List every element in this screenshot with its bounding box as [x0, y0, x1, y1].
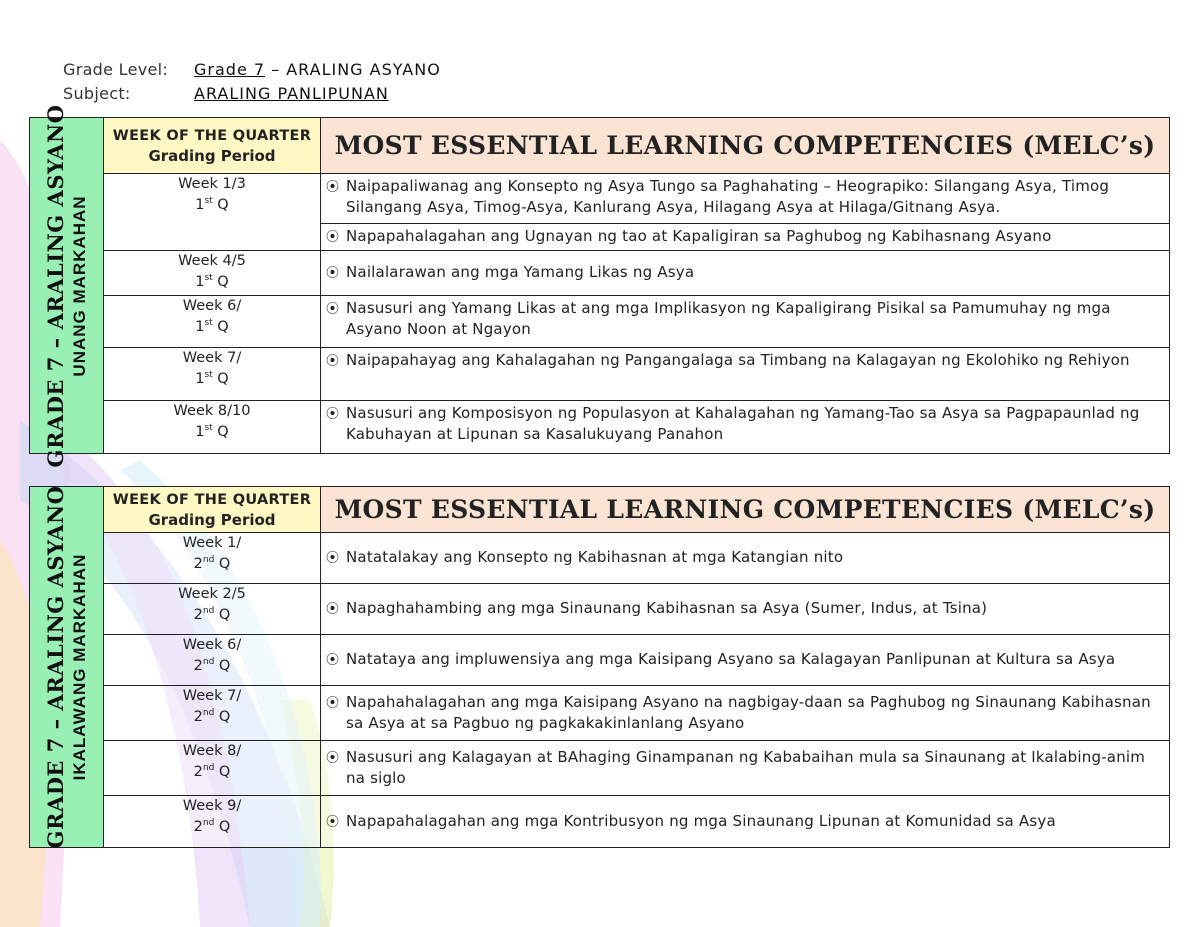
grade-value: Grade 7: [194, 60, 266, 79]
week-column-header: WEEK OF THE QUARTER Grading Period: [104, 118, 321, 174]
week-cell: Week 2/5 2nd Q: [104, 584, 321, 635]
table-row: [30, 741, 1170, 796]
table-header-row: [30, 487, 1170, 533]
bullet-icon: ⦿: [326, 653, 340, 668]
week-cell: Week 8/10 1st Q: [104, 401, 321, 454]
week-cell: Week 6/ 1st Q: [104, 296, 321, 348]
table-row: [30, 584, 1170, 635]
competency-cell: ⦿ Nasusuri ang Yamang Likas at ang mga Implikasyon ng Kapaligirang Pisikal sa Pamumuhay ng mga Asyano Noon at Ngayon: [321, 296, 1170, 348]
bullet-icon: ⦿: [326, 751, 340, 766]
table-row: [30, 348, 1170, 401]
competency-cell: ⦿ Nasusuri ang Kalagayan at BAhaging Ginampanan ng Kababaihan mula sa Sinaunang at Ikalabing-anim na siglo: [321, 741, 1170, 796]
week-cell: Week 7/ 1st Q: [104, 348, 321, 401]
grade-value-rest: – ARALING ASYANO: [265, 60, 441, 79]
document-header: [63, 58, 441, 106]
week-cell: Week 7/ 2nd Q: [104, 686, 321, 741]
subject-value: ARALING PANLIPUNAN: [194, 84, 389, 103]
subject-label: Subject:: [63, 84, 131, 103]
competency-cell: ⦿ Napapahalagahan ang Ugnayan ng tao at Kapaligiran sa Paghubog ng Kabihasnang Asyano: [321, 224, 1170, 251]
side-title: GRADE 7 – ARALING ASYANO: [42, 485, 68, 849]
melc-table-q1: [29, 104, 1170, 467]
week-cell: Week 9/ 2nd Q: [104, 796, 321, 848]
grade-level-row: [63, 58, 441, 82]
side-label-q1: [30, 104, 104, 467]
competency-cell: ⦿ Natataya ang impluwensiya ang mga Kaisipang Asyano sa Kalagayan Panlipunan at Kultura sa Asya: [321, 635, 1170, 686]
competency-cell: ⦿ Nailalarawan ang mga Yamang Likas ng Asya: [321, 251, 1170, 296]
melc-column-header: MOST ESSENTIAL LEARNING COMPETENCIES (MELC’s): [321, 487, 1170, 533]
week-cell: Week 1/ 2nd Q: [104, 533, 321, 584]
table-row: [30, 796, 1170, 848]
bullet-icon: ⦿: [326, 302, 340, 317]
side-title: GRADE 7 – ARALING ASYANO: [42, 104, 68, 467]
week-cell: Week 4/5 1st Q: [104, 251, 321, 296]
side-label-q2: [30, 487, 104, 848]
table-row: [30, 296, 1170, 348]
bullet-icon: ⦿: [326, 696, 340, 711]
subject-row: [63, 82, 441, 106]
side-quarter: UNANG MARKAHAN: [69, 194, 89, 377]
bullet-icon: ⦿: [326, 407, 340, 422]
bullet-icon: ⦿: [326, 814, 340, 830]
melc-column-header: MOST ESSENTIAL LEARNING COMPETENCIES (MELC’s): [321, 118, 1170, 174]
table-row: [30, 533, 1170, 584]
bullet-icon: ⦿: [326, 602, 340, 617]
table-row: [30, 686, 1170, 741]
bullet-icon: ⦿: [326, 230, 340, 245]
bullet-icon: ⦿: [326, 180, 340, 195]
bullet-icon: ⦿: [326, 266, 340, 281]
table-row: [30, 174, 1170, 224]
bullet-icon: ⦿: [326, 551, 340, 566]
table-row: [30, 401, 1170, 454]
table-row: [30, 251, 1170, 296]
week-cell: Week 8/ 2nd Q: [104, 741, 321, 796]
competency-cell: ⦿ Naipapahayag ang Kahalagahan ng Pangangalaga sa Timbang na Kalagayan ng Ekolohiko ng Rehiyon: [321, 348, 1170, 401]
melc-table-q2: [29, 486, 1170, 848]
competency-cell: ⦿ Naipapaliwanag ang Konsepto ng Asya Tungo sa Paghahating – Heograpiko: Silangang Asya, Timog Silangang Asya, Timog-Asya, Kanlurang Asya, Hilagang Asya at Hilaga/Gitnang Asya.: [321, 174, 1170, 224]
bullet-icon: ⦿: [326, 354, 340, 369]
competency-cell: ⦿ Nasusuri ang Komposisyon ng Populasyon at Kahalagahan ng Yamang-Tao sa Asya sa Pagpapaunlad ng Kabuhayan at Lipunan sa Kasalukuyang Panahon: [321, 401, 1170, 454]
table-row: [30, 635, 1170, 686]
week-column-header: WEEK OF THE QUARTER Grading Period: [104, 487, 321, 533]
competency-cell: ⦿ Napahahalagahan ang mga Kaisipang Asyano na nagbigay-daan sa Paghubog ng Sinaunang Kabihasnan sa Asya at sa Pagbuo ng pagkakakinlanlang Asyano: [321, 686, 1170, 741]
side-quarter: IKALAWANG MARKAHAN: [69, 553, 89, 781]
grade-level-label: Grade Level:: [63, 60, 169, 79]
table-header-row: [30, 118, 1170, 174]
competency-cell: ⦿ Napapahalagahan ang mga Kontribusyon ng mga Sinaunang Lipunan at Komunidad sa Asya: [321, 796, 1170, 848]
competency-cell: ⦿ Napaghahambing ang mga Sinaunang Kabihasnan sa Asya (Sumer, Indus, at Tsina): [321, 584, 1170, 635]
competency-cell: ⦿ Natatalakay ang Konsepto ng Kabihasnan at mga Katangian nito: [321, 533, 1170, 584]
week-cell: Week 6/ 2nd Q: [104, 635, 321, 686]
week-cell: Week 1/3 1st Q: [104, 174, 321, 251]
